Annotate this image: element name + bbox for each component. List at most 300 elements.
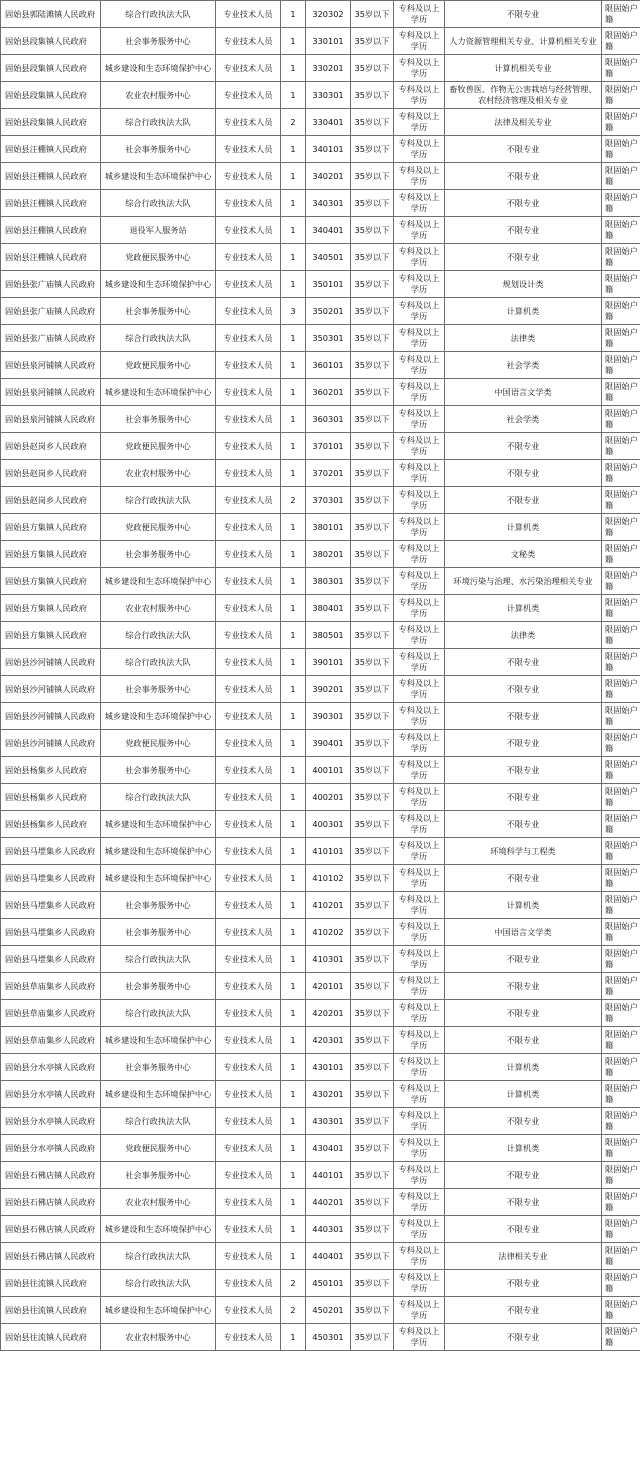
employer-cell: 固始县分水亭镇人民政府 [1,1135,101,1162]
unit-cell: 城乡建设和生态环境保护中心 [101,163,216,190]
residency-cell: 限固始户籍 [602,406,640,433]
table-row [1,703,640,730]
table-row [1,190,640,217]
unit-cell: 综合行政执法大队 [101,487,216,514]
employer-cell: 固始县赵岗乡人民政府 [1,460,101,487]
table-row [1,244,640,271]
employer-cell: 固始县石佛店镇人民政府 [1,1243,101,1270]
residency-cell: 限固始户籍 [602,649,640,676]
position-type-cell: 专业技术人员 [216,919,281,946]
unit-cell: 社会事务服务中心 [101,919,216,946]
position-type-cell: 专业技术人员 [216,1108,281,1135]
position-type-cell: 专业技术人员 [216,757,281,784]
headcount-cell: 1 [281,514,306,541]
major-cell: 不限专业 [445,1162,602,1189]
education-cell: 专科及以上学历 [394,487,445,514]
unit-cell: 党政便民服务中心 [101,433,216,460]
position-type-cell: 专业技术人员 [216,811,281,838]
unit-cell: 社会事务服务中心 [101,892,216,919]
residency-cell: 限固始户籍 [602,811,640,838]
education-cell: 专科及以上学历 [394,784,445,811]
major-cell: 不限专业 [445,730,602,757]
position-code-cell: 380101 [306,514,351,541]
position-code-cell: 360201 [306,379,351,406]
education-cell: 专科及以上学历 [394,757,445,784]
education-cell: 专科及以上学历 [394,244,445,271]
headcount-cell: 1 [281,1189,306,1216]
unit-cell: 综合行政执法大队 [101,649,216,676]
table-row [1,568,640,595]
position-code-cell: 420201 [306,1000,351,1027]
position-type-cell: 专业技术人员 [216,28,281,55]
position-code-cell: 430101 [306,1054,351,1081]
residency-cell: 限固始户籍 [602,919,640,946]
headcount-cell: 1 [281,784,306,811]
headcount-cell: 1 [281,1000,306,1027]
unit-cell: 综合行政执法大队 [101,109,216,136]
major-cell: 不限专业 [445,757,602,784]
education-cell: 专科及以上学历 [394,1054,445,1081]
major-cell: 不限专业 [445,1000,602,1027]
age-cell: 35岁以下 [351,325,394,352]
employer-cell: 固始县往流镇人民政府 [1,1324,101,1351]
unit-cell: 党政便民服务中心 [101,730,216,757]
position-type-cell: 专业技术人员 [216,487,281,514]
unit-cell: 社会事务服务中心 [101,136,216,163]
major-cell: 环境污染与治理、水污染治理相关专业 [445,568,602,595]
residency-cell: 限固始户籍 [602,271,640,298]
unit-cell: 城乡建设和生态环境保护中心 [101,271,216,298]
age-cell: 35岁以下 [351,298,394,325]
headcount-cell: 1 [281,595,306,622]
table-row [1,649,640,676]
position-type-cell: 专业技术人员 [216,541,281,568]
age-cell: 35岁以下 [351,433,394,460]
residency-cell: 限固始户籍 [602,55,640,82]
headcount-cell: 3 [281,298,306,325]
major-cell: 不限专业 [445,946,602,973]
unit-cell: 农业农村服务中心 [101,460,216,487]
headcount-cell: 1 [281,460,306,487]
headcount-cell: 1 [281,271,306,298]
table-row [1,919,640,946]
table-row [1,406,640,433]
employer-cell: 固始县方集镇人民政府 [1,568,101,595]
major-cell: 不限专业 [445,973,602,1000]
headcount-cell: 1 [281,838,306,865]
position-code-cell: 400301 [306,811,351,838]
education-cell: 专科及以上学历 [394,919,445,946]
major-cell: 不限专业 [445,163,602,190]
employer-cell: 固始县石佛店镇人民政府 [1,1216,101,1243]
table-row [1,217,640,244]
unit-cell: 综合行政执法大队 [101,1,216,28]
education-cell: 专科及以上学历 [394,460,445,487]
headcount-cell: 1 [281,1216,306,1243]
position-code-cell: 340501 [306,244,351,271]
residency-cell: 限固始户籍 [602,946,640,973]
position-code-cell: 330201 [306,55,351,82]
unit-cell: 农业农村服务中心 [101,1189,216,1216]
position-code-cell: 370301 [306,487,351,514]
residency-cell: 限固始户籍 [602,568,640,595]
education-cell: 专科及以上学历 [394,649,445,676]
employer-cell: 固始县汪棚镇人民政府 [1,136,101,163]
unit-cell: 社会事务服务中心 [101,1054,216,1081]
residency-cell: 限固始户籍 [602,1054,640,1081]
age-cell: 35岁以下 [351,163,394,190]
unit-cell: 综合行政执法大队 [101,784,216,811]
residency-cell: 限固始户籍 [602,352,640,379]
unit-cell: 农业农村服务中心 [101,82,216,109]
education-cell: 专科及以上学历 [394,136,445,163]
education-cell: 专科及以上学历 [394,1027,445,1054]
position-type-cell: 专业技术人员 [216,352,281,379]
table-row [1,1135,640,1162]
position-code-cell: 450101 [306,1270,351,1297]
residency-cell: 限固始户籍 [602,298,640,325]
employer-cell: 固始县汪棚镇人民政府 [1,217,101,244]
age-cell: 35岁以下 [351,865,394,892]
position-code-cell: 340301 [306,190,351,217]
education-cell: 专科及以上学历 [394,541,445,568]
employer-cell: 固始县沙河铺镇人民政府 [1,703,101,730]
unit-cell: 城乡建设和生态环境保护中心 [101,811,216,838]
employer-cell: 固始县杨集乡人民政府 [1,757,101,784]
employer-cell: 固始县汪棚镇人民政府 [1,163,101,190]
unit-cell: 城乡建设和生态环境保护中心 [101,703,216,730]
major-cell: 社会学类 [445,352,602,379]
position-type-cell: 专业技术人员 [216,514,281,541]
unit-cell: 党政便民服务中心 [101,352,216,379]
residency-cell: 限固始户籍 [602,1135,640,1162]
education-cell: 专科及以上学历 [394,1243,445,1270]
residency-cell: 限固始户籍 [602,460,640,487]
position-type-cell: 专业技术人员 [216,136,281,163]
position-type-cell: 专业技术人员 [216,1162,281,1189]
age-cell: 35岁以下 [351,622,394,649]
position-code-cell: 390101 [306,649,351,676]
position-type-cell: 专业技术人员 [216,379,281,406]
table-row [1,865,640,892]
position-type-cell: 专业技术人员 [216,1054,281,1081]
table-row [1,595,640,622]
position-code-cell: 440401 [306,1243,351,1270]
age-cell: 35岁以下 [351,1324,394,1351]
table-row [1,892,640,919]
unit-cell: 城乡建设和生态环境保护中心 [101,1081,216,1108]
age-cell: 35岁以下 [351,541,394,568]
position-code-cell: 340201 [306,163,351,190]
age-cell: 35岁以下 [351,82,394,109]
table-row [1,109,640,136]
residency-cell: 限固始户籍 [602,622,640,649]
position-type-cell: 专业技术人员 [216,622,281,649]
unit-cell: 社会事务服务中心 [101,28,216,55]
position-type-cell: 专业技术人员 [216,1135,281,1162]
residency-cell: 限固始户籍 [602,514,640,541]
major-cell: 环境科学与工程类 [445,838,602,865]
position-type-cell: 专业技术人员 [216,325,281,352]
major-cell: 计算机类 [445,1081,602,1108]
age-cell: 35岁以下 [351,487,394,514]
education-cell: 专科及以上学历 [394,811,445,838]
position-code-cell: 380201 [306,541,351,568]
major-cell: 计算机类 [445,1054,602,1081]
employer-cell: 固始县段集镇人民政府 [1,28,101,55]
unit-cell: 城乡建设和生态环境保护中心 [101,1297,216,1324]
table-row [1,946,640,973]
employer-cell: 固始县汪棚镇人民政府 [1,190,101,217]
position-type-cell: 专业技术人员 [216,1000,281,1027]
residency-cell: 限固始户籍 [602,1027,640,1054]
position-type-cell: 专业技术人员 [216,55,281,82]
employer-cell: 固始县段集镇人民政府 [1,55,101,82]
age-cell: 35岁以下 [351,352,394,379]
unit-cell: 城乡建设和生态环境保护中心 [101,838,216,865]
employer-cell: 固始县方集镇人民政府 [1,622,101,649]
unit-cell: 综合行政执法大队 [101,622,216,649]
major-cell: 计算机类 [445,298,602,325]
residency-cell: 限固始户籍 [602,1324,640,1351]
major-cell: 畜牧兽医、作物无公害栽培与经营管理、农村经济管理及相关专业 [445,82,602,109]
major-cell: 不限专业 [445,190,602,217]
table-row [1,730,640,757]
employer-cell: 固始县泉河铺镇人民政府 [1,352,101,379]
headcount-cell: 1 [281,568,306,595]
position-type-cell: 专业技术人员 [216,568,281,595]
table-row [1,838,640,865]
position-type-cell: 专业技术人员 [216,298,281,325]
education-cell: 专科及以上学历 [394,622,445,649]
headcount-cell: 1 [281,1027,306,1054]
unit-cell: 城乡建设和生态环境保护中心 [101,1216,216,1243]
position-code-cell: 430301 [306,1108,351,1135]
headcount-cell: 1 [281,649,306,676]
position-type-cell: 专业技术人员 [216,1324,281,1351]
education-cell: 专科及以上学历 [394,1297,445,1324]
residency-cell: 限固始户籍 [602,379,640,406]
headcount-cell: 1 [281,433,306,460]
major-cell: 计算机类 [445,514,602,541]
age-cell: 35岁以下 [351,676,394,703]
employer-cell: 固始县草庙集乡人民政府 [1,1027,101,1054]
employer-cell: 固始县泉河铺镇人民政府 [1,379,101,406]
education-cell: 专科及以上学历 [394,1216,445,1243]
position-type-cell: 专业技术人员 [216,244,281,271]
table-row [1,28,640,55]
position-code-cell: 390401 [306,730,351,757]
position-type-cell: 专业技术人员 [216,730,281,757]
education-cell: 专科及以上学历 [394,82,445,109]
unit-cell: 党政便民服务中心 [101,1135,216,1162]
age-cell: 35岁以下 [351,1081,394,1108]
education-cell: 专科及以上学历 [394,703,445,730]
education-cell: 专科及以上学历 [394,676,445,703]
major-cell: 中国语言文学类 [445,919,602,946]
unit-cell: 城乡建设和生态环境保护中心 [101,1027,216,1054]
education-cell: 专科及以上学历 [394,352,445,379]
unit-cell: 党政便民服务中心 [101,244,216,271]
position-code-cell: 330401 [306,109,351,136]
position-code-cell: 320302 [306,1,351,28]
position-code-cell: 410101 [306,838,351,865]
headcount-cell: 1 [281,1162,306,1189]
age-cell: 35岁以下 [351,514,394,541]
employer-cell: 固始县泉河铺镇人民政府 [1,406,101,433]
headcount-cell: 1 [281,379,306,406]
education-cell: 专科及以上学历 [394,379,445,406]
residency-cell: 限固始户籍 [602,1162,640,1189]
major-cell: 不限专业 [445,811,602,838]
employer-cell: 固始县方集镇人民政府 [1,595,101,622]
education-cell: 专科及以上学历 [394,1,445,28]
headcount-cell: 1 [281,865,306,892]
position-code-cell: 440301 [306,1216,351,1243]
major-cell: 不限专业 [445,1,602,28]
major-cell: 不限专业 [445,244,602,271]
position-type-cell: 专业技术人员 [216,163,281,190]
headcount-cell: 1 [281,82,306,109]
age-cell: 35岁以下 [351,1189,394,1216]
unit-cell: 农业农村服务中心 [101,595,216,622]
position-code-cell: 380501 [306,622,351,649]
table-row [1,757,640,784]
position-code-cell: 450301 [306,1324,351,1351]
position-type-cell: 专业技术人员 [216,973,281,1000]
age-cell: 35岁以下 [351,811,394,838]
headcount-cell: 1 [281,325,306,352]
age-cell: 35岁以下 [351,109,394,136]
table-row [1,487,640,514]
major-cell: 法律类 [445,325,602,352]
employer-cell: 固始县草庙集乡人民政府 [1,973,101,1000]
age-cell: 35岁以下 [351,703,394,730]
education-cell: 专科及以上学历 [394,1270,445,1297]
age-cell: 35岁以下 [351,1108,394,1135]
headcount-cell: 1 [281,1081,306,1108]
education-cell: 专科及以上学历 [394,1162,445,1189]
table-row [1,298,640,325]
education-cell: 专科及以上学历 [394,109,445,136]
employer-cell: 固始县沙河铺镇人民政府 [1,730,101,757]
table-row [1,676,640,703]
position-type-cell: 专业技术人员 [216,460,281,487]
headcount-cell: 1 [281,352,306,379]
education-cell: 专科及以上学历 [394,595,445,622]
unit-cell: 社会事务服务中心 [101,676,216,703]
major-cell: 计算机类 [445,1135,602,1162]
education-cell: 专科及以上学历 [394,217,445,244]
age-cell: 35岁以下 [351,271,394,298]
position-type-cell: 专业技术人员 [216,703,281,730]
age-cell: 35岁以下 [351,55,394,82]
major-cell: 不限专业 [445,784,602,811]
age-cell: 35岁以下 [351,28,394,55]
age-cell: 35岁以下 [351,1216,394,1243]
major-cell: 不限专业 [445,433,602,460]
table-row [1,541,640,568]
table-row [1,460,640,487]
residency-cell: 限固始户籍 [602,1081,640,1108]
table-body [1,1,640,1351]
position-code-cell: 400101 [306,757,351,784]
education-cell: 专科及以上学历 [394,892,445,919]
position-type-cell: 专业技术人员 [216,1216,281,1243]
table-row [1,271,640,298]
employer-cell: 固始县张广庙镇人民政府 [1,325,101,352]
position-type-cell: 专业技术人员 [216,838,281,865]
unit-cell: 城乡建设和生态环境保护中心 [101,55,216,82]
education-cell: 专科及以上学历 [394,433,445,460]
unit-cell: 农业农村服务中心 [101,1324,216,1351]
employer-cell: 固始县赵岗乡人民政府 [1,433,101,460]
residency-cell: 限固始户籍 [602,1270,640,1297]
table-row [1,379,640,406]
employer-cell: 固始县段集镇人民政府 [1,82,101,109]
employer-cell: 固始县段集镇人民政府 [1,109,101,136]
headcount-cell: 1 [281,892,306,919]
position-code-cell: 340101 [306,136,351,163]
major-cell: 计算机类 [445,595,602,622]
position-type-cell: 专业技术人员 [216,1297,281,1324]
position-code-cell: 440101 [306,1162,351,1189]
employer-cell: 固始县石佛店镇人民政府 [1,1162,101,1189]
major-cell: 不限专业 [445,217,602,244]
employer-cell: 固始县马堽集乡人民政府 [1,946,101,973]
headcount-cell: 1 [281,1324,306,1351]
major-cell: 不限专业 [445,1270,602,1297]
education-cell: 专科及以上学历 [394,190,445,217]
position-code-cell: 360301 [306,406,351,433]
major-cell: 不限专业 [445,487,602,514]
headcount-cell: 2 [281,487,306,514]
education-cell: 专科及以上学历 [394,271,445,298]
residency-cell: 限固始户籍 [602,1000,640,1027]
residency-cell: 限固始户籍 [602,892,640,919]
table-row [1,1324,640,1351]
education-cell: 专科及以上学历 [394,946,445,973]
major-cell: 不限专业 [445,1108,602,1135]
residency-cell: 限固始户籍 [602,676,640,703]
age-cell: 35岁以下 [351,1270,394,1297]
age-cell: 35岁以下 [351,892,394,919]
residency-cell: 限固始户籍 [602,838,640,865]
position-type-cell: 专业技术人员 [216,676,281,703]
position-code-cell: 330301 [306,82,351,109]
major-cell: 不限专业 [445,1324,602,1351]
employer-cell: 固始县赵岗乡人民政府 [1,487,101,514]
position-type-cell: 专业技术人员 [216,109,281,136]
position-type-cell: 专业技术人员 [216,1189,281,1216]
employer-cell: 固始县张广庙镇人民政府 [1,271,101,298]
position-type-cell: 专业技术人员 [216,190,281,217]
headcount-cell: 1 [281,244,306,271]
table-row [1,1,640,28]
table-row [1,55,640,82]
employer-cell: 固始县郭陆滩镇人民政府 [1,1,101,28]
employer-cell: 固始县草庙集乡人民政府 [1,1000,101,1027]
residency-cell: 限固始户籍 [602,28,640,55]
unit-cell: 社会事务服务中心 [101,541,216,568]
unit-cell: 综合行政执法大队 [101,1000,216,1027]
age-cell: 35岁以下 [351,136,394,163]
education-cell: 专科及以上学历 [394,55,445,82]
major-cell: 社会学类 [445,406,602,433]
unit-cell: 城乡建设和生态环境保护中心 [101,568,216,595]
employer-cell: 固始县沙河铺镇人民政府 [1,676,101,703]
headcount-cell: 1 [281,217,306,244]
